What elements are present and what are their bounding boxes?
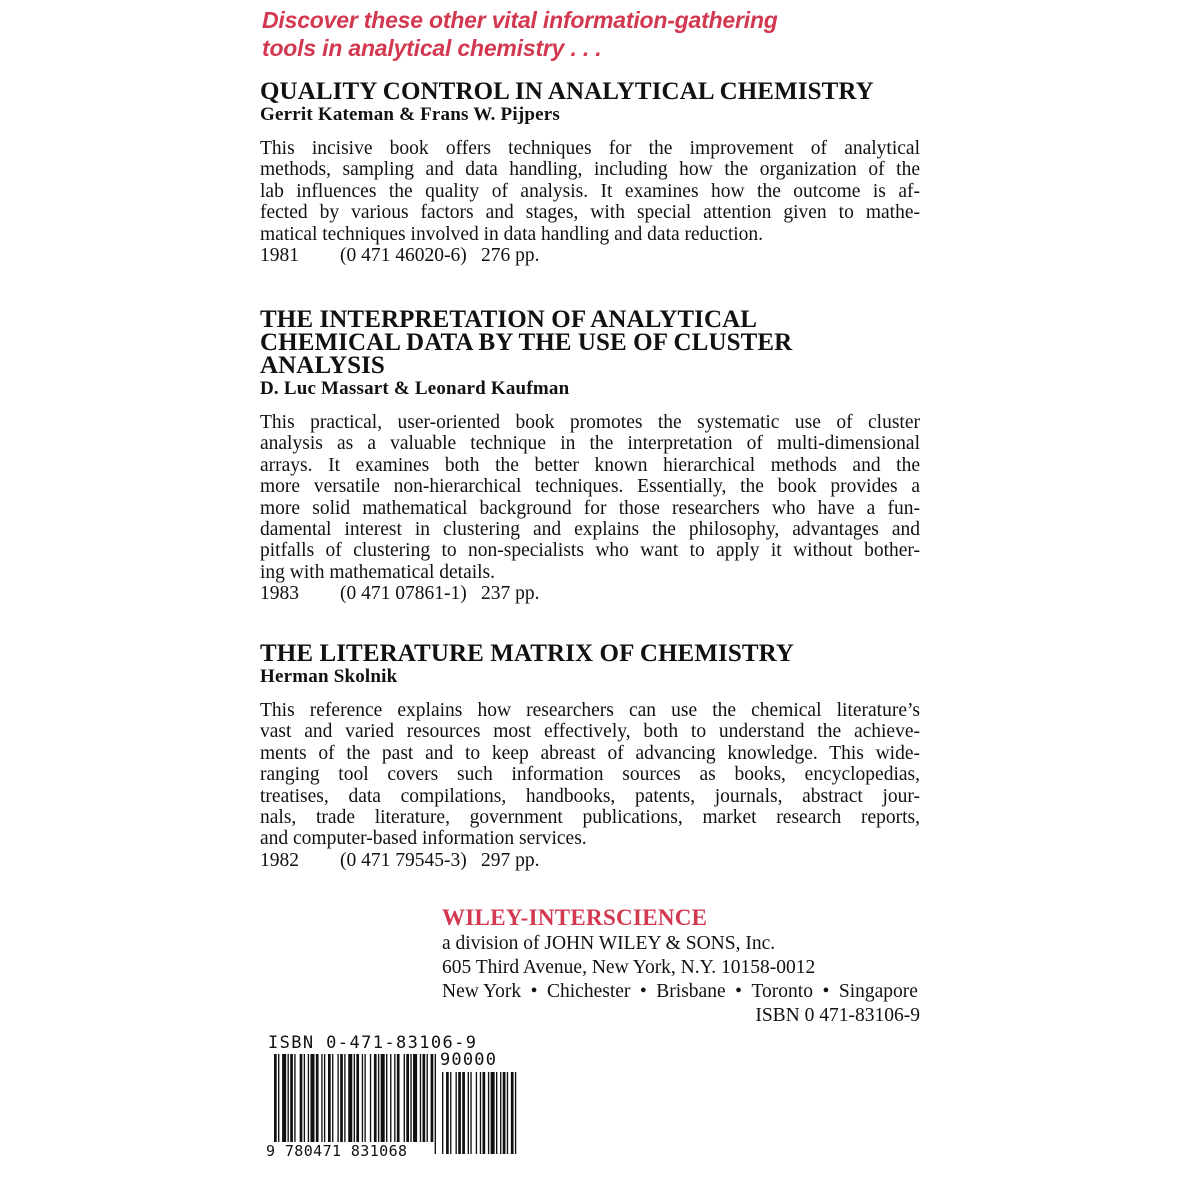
barcode-bar [386,1054,387,1142]
barcode-bar [304,1054,305,1142]
barcode-bar [404,1054,405,1142]
barcode-bar [294,1054,295,1142]
barcode-bar [316,1054,319,1142]
book-title-line: THE INTERPRETATION OF ANALYTICAL [260,306,758,333]
publisher-division: a division of JOHN WILEY & SONS, Inc. [442,933,776,954]
book-meta [260,245,920,267]
city: Brisbane [656,981,726,1002]
description-line: more solid mathematical background for those researchers who have a fun- [260,497,920,519]
barcode-bar [470,1072,471,1154]
book-pages: 297 pp. [481,849,540,871]
publisher-name: WILEY-INTERSCIENCE [442,905,708,930]
city: Toronto [751,981,813,1002]
book-title-line: THE LITERATURE MATRIX OF CHEMISTRY [260,640,795,667]
barcode-bar [413,1054,417,1142]
barcode-bar [468,1072,469,1154]
description-line: nals, trade literature, government publications, market research reports, [260,807,920,829]
barcode-bar [378,1054,379,1142]
book-year: 1982 [260,849,299,871]
book-title [260,308,920,377]
barcode-bar [431,1054,434,1142]
book-title [260,642,920,665]
barcode-bar [348,1054,352,1142]
book-description [260,138,920,245]
description-line: ing with mathematical details. [260,561,496,583]
description-line: treatises, data compilations, handbooks, patents, journals, abstract jour- [260,785,920,807]
barcode-bar [356,1054,359,1154]
bullet-separator: • [639,981,647,1002]
publisher-isbn: ISBN 0 471-83106-9 [755,1005,920,1026]
barcode-bar [450,1072,451,1154]
barcode-bar [282,1054,286,1142]
description-line: vast and varied resources most effectively, both to understand the achieve- [260,721,920,743]
city: New York [442,981,522,1002]
publisher-cities [442,980,918,1004]
barcode-bar [420,1054,421,1142]
book-year: 1981 [260,245,299,267]
barcode-bar [423,1054,426,1142]
barcode-bar [435,1054,436,1154]
bullet-separator: • [735,981,742,1002]
book-authors: D. Luc Massart & Leonard Kaufman [260,378,570,399]
barcode-bar [337,1054,338,1142]
city: Chichester [547,981,631,1002]
book-entry-literature-matrix [260,642,920,872]
barcode-bar [274,1054,277,1154]
description-line: analysis as a valuable technique in the interpretation of multi-dimensional [260,433,920,455]
description-line: lab influences the quality of analysis. It examines how the outcome is af- [260,180,920,202]
barcode-bar [390,1054,391,1142]
barcode-bar [410,1054,411,1142]
barcode-bar [458,1072,461,1154]
book-title-line: QUALITY CONTROL IN ANALYTICAL CHEMISTRY [260,78,874,105]
book-description [260,412,920,583]
description-line: damental interest in clustering and explains the philosophy, advantages and [260,519,920,541]
barcode-bar [344,1054,345,1142]
barcode-bar [278,1054,279,1142]
barcode-bar [340,1054,343,1142]
barcode-bar [500,1072,501,1154]
book-pages: 276 pp. [481,245,540,267]
book-pages: 237 pp. [481,583,540,605]
barcode-bar [496,1072,497,1154]
book-year: 1983 [260,583,299,605]
barcode-bar [308,1054,309,1142]
barcode-bar [394,1054,395,1142]
barcode-bar [381,1054,385,1142]
barcode-bar [511,1072,514,1154]
barcode-bar [324,1054,325,1142]
barcode-bar [503,1072,506,1154]
barcode-bar [476,1072,477,1154]
barcode-ean-digits: 9 780471 831068 [266,1142,408,1160]
barcode-bar [288,1054,289,1142]
book-meta [260,583,920,605]
bullet-separator: • [530,981,538,1002]
description-line: ments of the past and to keep abreast of advancing knowledge. This wide- [260,742,920,764]
book-authors: Herman Skolnik [260,666,398,687]
description-line: fected by various factors and stages, with special attention given to mathe- [260,202,920,224]
book-authors: Gerrit Kateman & Frans W. Pijpers [260,104,560,125]
description-line: arrays. It examines both the better known hierarchical methods and the [260,454,920,476]
barcode-bar [364,1054,365,1142]
barcode-isbn-text: ISBN 0-471-83106-9 [268,1033,478,1053]
barcode-bar [362,1054,363,1142]
publisher-block [442,904,920,1028]
barcode-bar [488,1072,489,1154]
bullet-separator: • [822,981,830,1002]
book-entry-quality-control [260,80,920,267]
barcode-bar [354,1054,355,1142]
intro-line-2: tools in analytical chemistry . . . [262,35,602,61]
barcode-bar [507,1072,508,1154]
barcode-bar [406,1054,409,1142]
barcode-bar [370,1054,371,1142]
description-line: This practical, user-oriented book promotes the systematic use of cluster [260,412,920,433]
intro-line-1: Discover these other vital information-gathering [262,7,778,33]
book-title-line: ANALYSIS [260,352,385,379]
description-line: and computer-based information services. [260,828,587,850]
barcode-bar [442,1072,443,1154]
barcode-bar [300,1054,303,1142]
book-description [260,700,920,850]
book-isbn: (0 471 46020-6) [340,245,467,267]
barcode-bar [480,1072,481,1154]
description-line: methods, sampling and data handling, including how the organization of the [260,159,920,181]
publisher-address: 605 Third Avenue, New York, N.Y. 10158-0012 [442,957,816,978]
barcode-bar [332,1054,333,1142]
barcode-bar [462,1072,465,1154]
barcode-bar [427,1054,428,1142]
description-line: This incisive book offers techniques for the improvement of analytical [260,138,920,159]
description-line: matical techniques involved in data handling and data reduction. [260,223,764,245]
description-line: ranging tool covers such information sources as books, encyclopedias, [260,764,920,786]
intro-heading [262,6,882,62]
city: Singapore [838,981,918,1002]
barcode-bar [290,1054,293,1142]
barcode-bar [456,1072,457,1154]
barcode [262,1030,524,1160]
barcode-addon-text: 90000 [440,1050,498,1070]
barcode-bar [483,1072,486,1154]
book-entry-cluster-analysis [260,308,920,605]
barcode-bar [328,1054,331,1142]
book-isbn: (0 471 07861-1) [340,583,467,605]
description-line: pitfalls of clustering to non-specialists who want to apply it without bother- [260,540,920,562]
barcode-bar [374,1054,377,1142]
barcode-bar [397,1054,400,1142]
barcode-bar [515,1072,516,1154]
book-title-line: CHEMICAL DATA BY THE USE OF CLUSTER [260,329,793,356]
book-meta [260,850,920,872]
description-line: more versatile non-hierarchical techniques. Essentially, the book provides a [260,476,920,498]
barcode-bar [310,1054,314,1142]
barcode-bar [491,1072,495,1154]
barcode-bar [446,1072,449,1154]
barcode-bar [321,1054,322,1142]
description-line: This reference explains how researchers can use the chemical literature’s [260,700,920,721]
book-title [260,80,920,103]
book-isbn: (0 471 79545-3) [340,849,467,871]
